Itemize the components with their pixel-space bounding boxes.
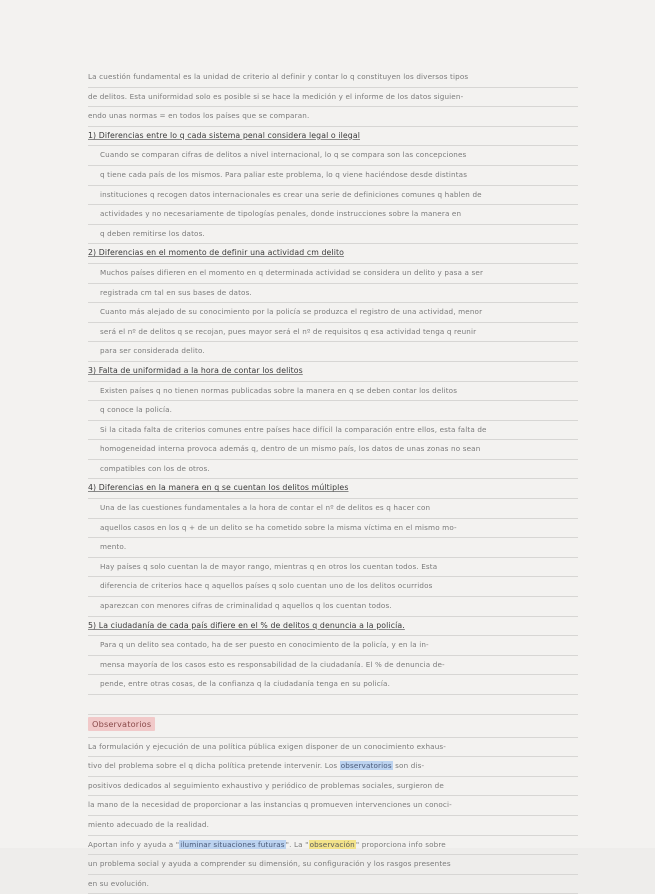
section1-line: actividades y no necesariamente de tipologías penales, donde instrucciones sobre la manera en xyxy=(88,205,578,225)
section4-line: Hay países q solo cuentan la de mayor rango, mientras q en otros los cuentan todos. Esta xyxy=(88,558,578,578)
section-heading-1: 1) Diferencias entre lo q cada sistema penal considera legal o ilegal xyxy=(88,127,578,147)
highlight-observatorios: observatorios xyxy=(340,761,392,771)
observatorios-title: Observatorios xyxy=(88,717,155,731)
section5-line: mensa mayoría de los casos esto es responsabilidad de la ciudadanía. El % de denuncia de- xyxy=(88,656,578,676)
observatorios-line: miento adecuado de la realidad. xyxy=(88,816,578,836)
section-heading-3: 3) Falta de uniformidad a la hora de contar los delitos xyxy=(88,362,578,382)
section3-line: compatibles con los de otros. xyxy=(88,460,578,480)
section3-line: homogeneidad interna provoca además q, dentro de un mismo país, los datos de unas zonas no sean xyxy=(88,440,578,460)
observatorios-line: Aportan info y ayuda a "iluminar situaciones futuras". La "observación" proporciona info sobre xyxy=(88,836,578,856)
highlight-observacion: observación xyxy=(309,839,355,849)
section5-line: Para q un delito sea contado, ha de ser puesto en conocimiento de la policía, y en la in- xyxy=(88,636,578,656)
observatorios-line: tivo del problema sobre el q dicha política pretende intervenir. Los observatorios son dis- xyxy=(88,757,578,777)
section1-line: instituciones q recogen datos internacionales es crear una serie de definiciones comunes q hablen de xyxy=(88,186,578,206)
observatorios-line: la mano de la necesidad de proporcionar a las instancias q promueven intervenciones un conoci- xyxy=(88,796,578,816)
section3-line: q conoce la policía. xyxy=(88,401,578,421)
section4-line: aquellos casos en los q + de un delito se ha cometido sobre la misma víctima en el mismo mo- xyxy=(88,519,578,539)
notes-body xyxy=(88,68,578,894)
section3-line: Si la citada falta de criterios comunes entre países hace difícil la comparación entre ellos, esta falta de xyxy=(88,421,578,441)
section4-line: Una de las cuestiones fundamentales a la hora de contar el nº de delitos es q hacer con xyxy=(88,499,578,519)
section-heading-4: 4) Diferencias en la manera en q se cuentan los delitos múltiples xyxy=(88,479,578,499)
section-heading-2: 2) Diferencias en el momento de definir una actividad cm delito xyxy=(88,244,578,264)
section1-line: q deben remitirse los datos. xyxy=(88,225,578,245)
section5-line: pende, entre otras cosas, de la confianza q la ciudadanía tenga en su policía. xyxy=(88,675,578,695)
section2-line: para ser considerada delito. xyxy=(88,342,578,362)
highlight-iluminar: iluminar situaciones futuras xyxy=(180,839,285,849)
section1-line: q tiene cada país de los mismos. Para paliar este problema, lo q viene haciéndose desde distintas xyxy=(88,166,578,186)
section2-line: Cuanto más alejado de su conocimiento por la policía se produzca el registro de una actividad, menor xyxy=(88,303,578,323)
intro-line: endo unas normas = en todos los países que se comparan. xyxy=(88,107,578,127)
intro-line: La cuestión fundamental es la unidad de criterio al definir y contar lo q constituyen los diversos tipos xyxy=(88,68,578,88)
section1-line: Cuando se comparan cifras de delitos a nivel internacional, lo q se compara son las concepciones xyxy=(88,146,578,166)
observatorios-title-row xyxy=(88,715,578,738)
section4-line: aparezcan con menores cifras de criminalidad q aquellos q los cuentan todos. xyxy=(88,597,578,617)
section-heading-5: 5) La ciudadanía de cada país difiere en el % de delitos q denuncia a la policía. xyxy=(88,617,578,637)
observatorios-line: un problema social y ayuda a comprender su dimensión, su configuración y los rasgos presentes xyxy=(88,855,578,875)
section4-line: mento. xyxy=(88,538,578,558)
section4-line: diferencia de criterios hace q aquellos países q solo cuentan uno de los delitos ocurridos xyxy=(88,577,578,597)
observatorios-line: La formulación y ejecución de una política pública exigen disponer de un conocimiento exhaus- xyxy=(88,738,578,758)
blank-line xyxy=(88,695,578,715)
section2-line: registrada cm tal en sus bases de datos. xyxy=(88,284,578,304)
section2-line: será el nº de delitos q se recojan, pues mayor será el nº de requisitos q esa actividad tenga q reunir xyxy=(88,323,578,343)
intro-line: de delitos. Esta uniformidad solo es posible si se hace la medición y el informe de los datos siguien- xyxy=(88,88,578,108)
observatorios-line: en su evolución. xyxy=(88,875,578,894)
section2-line: Muchos países difieren en el momento en q determinada actividad se considera un delito y pasa a ser xyxy=(88,264,578,284)
section3-line: Existen países q no tienen normas publicadas sobre la manera en q se deben contar los delitos xyxy=(88,382,578,402)
observatorios-line: positivos dedicados al seguimiento exhaustivo y periódico de problemas sociales, surgieron de xyxy=(88,777,578,797)
